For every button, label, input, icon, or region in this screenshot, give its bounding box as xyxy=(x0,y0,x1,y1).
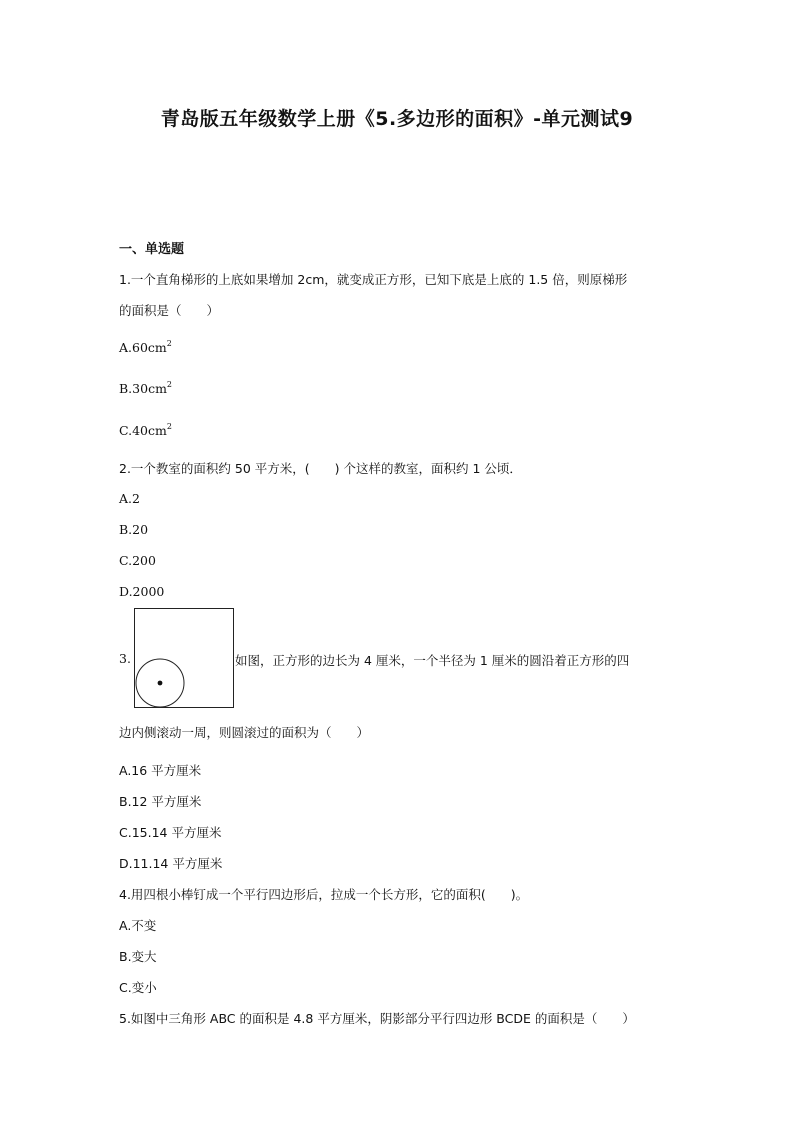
question-4-text: 4.用四根小棒钉成一个平行四边形后，拉成一个长方形，它的面积( )。 xyxy=(119,887,529,902)
question-5-text: 5.如图中三角形 ABC 的面积是 4.8 平方厘米，阴影部分平行四边形 BCDE 的面积是（ ） xyxy=(119,1011,635,1026)
page-title: 青岛版五年级数学上册《5.多边形的面积》-单元测试9 xyxy=(160,108,634,130)
option-exponent: 2 xyxy=(166,380,173,389)
question-2-option-d: D.2000 xyxy=(119,584,165,599)
question-2-option-b: B.20 xyxy=(119,522,149,537)
option-text: C.40cm xyxy=(119,423,167,438)
question-3-line-1: 如图，正方形的边长为 4 厘米，一个半径为 1 厘米的圆沿着正方形的四 xyxy=(235,653,630,668)
section-heading: 一、单选题 xyxy=(119,242,185,257)
question-3-option-a: A.16 平方厘米 xyxy=(119,763,202,778)
square-shape xyxy=(135,609,234,708)
question-3-option-c: C.15.14 平方厘米 xyxy=(119,825,222,840)
question-2-option-c: C.200 xyxy=(119,553,156,568)
question-1-option-b xyxy=(119,381,172,396)
question-2-option-a: A.2 xyxy=(119,491,140,506)
question-1-line-2: 的面积是（ ） xyxy=(119,303,220,318)
question-3-option-b: B.12 平方厘米 xyxy=(119,794,202,809)
square-circle-figure xyxy=(134,608,234,708)
circle-center-dot xyxy=(158,681,163,686)
question-1-line-1: 1.一个直角梯形的上底如果增加 2cm，就变成正方形，已知下底是上底的 1.5 倍，则原梯形 xyxy=(119,272,628,287)
option-exponent: 2 xyxy=(166,339,172,348)
question-1-option-a xyxy=(119,340,172,355)
question-4-option-b: B.变大 xyxy=(119,949,157,964)
question-4-option-c: C.变小 xyxy=(119,980,157,995)
option-text: A.60cm xyxy=(119,340,167,355)
question-1-option-c xyxy=(119,423,172,438)
question-2-text: 2.一个教室的面积约 50 平方米，( ) 个这样的教室，面积约 1 公顷． xyxy=(119,461,522,476)
question-3-number: 3. xyxy=(119,651,131,666)
question-4-option-a: A.不变 xyxy=(119,918,157,933)
option-exponent: 2 xyxy=(166,422,172,431)
option-text: B.30cm xyxy=(119,381,167,396)
question-3-line-2: 边内侧滚动一周，则圆滚过的面积为（ ） xyxy=(119,725,370,740)
question-3-option-d: D.11.14 平方厘米 xyxy=(119,856,223,871)
